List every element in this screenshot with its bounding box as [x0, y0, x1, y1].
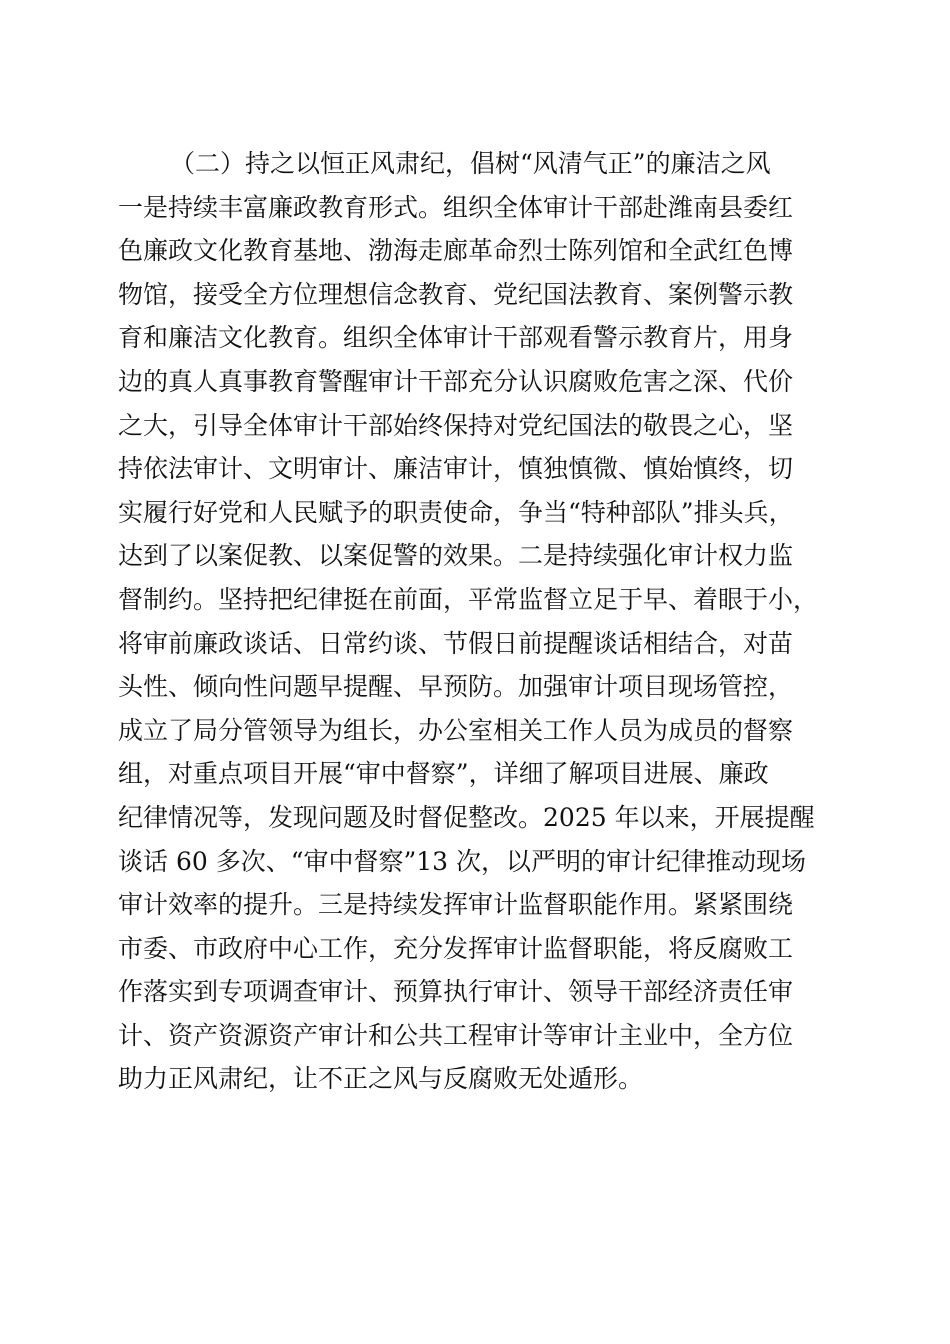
- paragraph-line: 将审前廉政谈话、日常约谈、节假日前提醒谈话相结合，对苗: [118, 628, 794, 658]
- paragraph-line: 计、资产资源资产审计和公共工程审计等审计主业中，全方位: [118, 1020, 794, 1050]
- paragraph-line: 物馆，接受全方位理想信念教育、党纪国法教育、案例警示教: [118, 279, 794, 309]
- paragraph-line: 督制约。坚持把纪律挺在前面，平常监督立足于早、着眼于小，: [118, 584, 819, 614]
- paragraph-line: 实履行好党和人民赋予的职责使命，争当“特种部队”排头兵，: [118, 497, 794, 527]
- paragraph-line: 之大，引导全体审计干部始终保持对党纪国法的敬畏之心，坚: [118, 410, 794, 440]
- paragraph-line: 成立了局分管领导为组长，办公室相关工作人员为成员的督察: [118, 715, 794, 745]
- paragraph-line: 作落实到专项调查审计、预算执行审计、领导干部经济责任审: [118, 977, 794, 1007]
- paragraph-line: 谈话 60 多次、“审中督察”13 次，以严明的审计纪律推动现场: [118, 846, 807, 876]
- paragraph-line: 助力正风肃纪，让不正之风与反腐败无处遁形。: [118, 1064, 644, 1094]
- paragraph-line: 一是持续丰富廉政教育形式。组织全体审计干部赴潍南县委红: [118, 192, 794, 222]
- paragraph-line: 育和廉洁文化教育。组织全体审计干部观看警示教育片，用身: [118, 323, 794, 353]
- paragraph-line: 组，对重点项目开展“审中督察”，详细了解项目进展、廉政: [118, 759, 769, 789]
- paragraph-line: 头性、倾向性问题早提醒、早预防。加强审计项目现场管控，: [118, 672, 794, 702]
- paragraph-line: 市委、市政府中心工作，充分发挥审计监督职能，将反腐败工: [118, 933, 794, 963]
- section-heading: （二）持之以恒正风肃纪，倡树“风清气正”的廉洁之风: [170, 149, 771, 178]
- paragraph-line: 纪律情况等，发现问题及时督促整改。2025 年以来，开展提醒: [118, 802, 815, 832]
- paragraph-line: 达到了以案促教、以案促警的效果。二是持续强化审计权力监: [118, 541, 794, 571]
- document-body: [118, 142, 838, 1101]
- paragraph-line: 审计效率的提升。三是持续发挥审计监督职能作用。紧紧围绕: [118, 890, 794, 920]
- paragraph-line: 边的真人真事教育警醒审计干部充分认识腐败危害之深、代价: [118, 366, 794, 396]
- paragraph-line: 色廉政文化教育基地、渤海走廊革命烈士陈列馆和全武红色博: [118, 236, 794, 266]
- paragraph-line: 持依法审计、文明审计、廉洁审计，慎独慎微、慎始慎终，切: [118, 454, 794, 484]
